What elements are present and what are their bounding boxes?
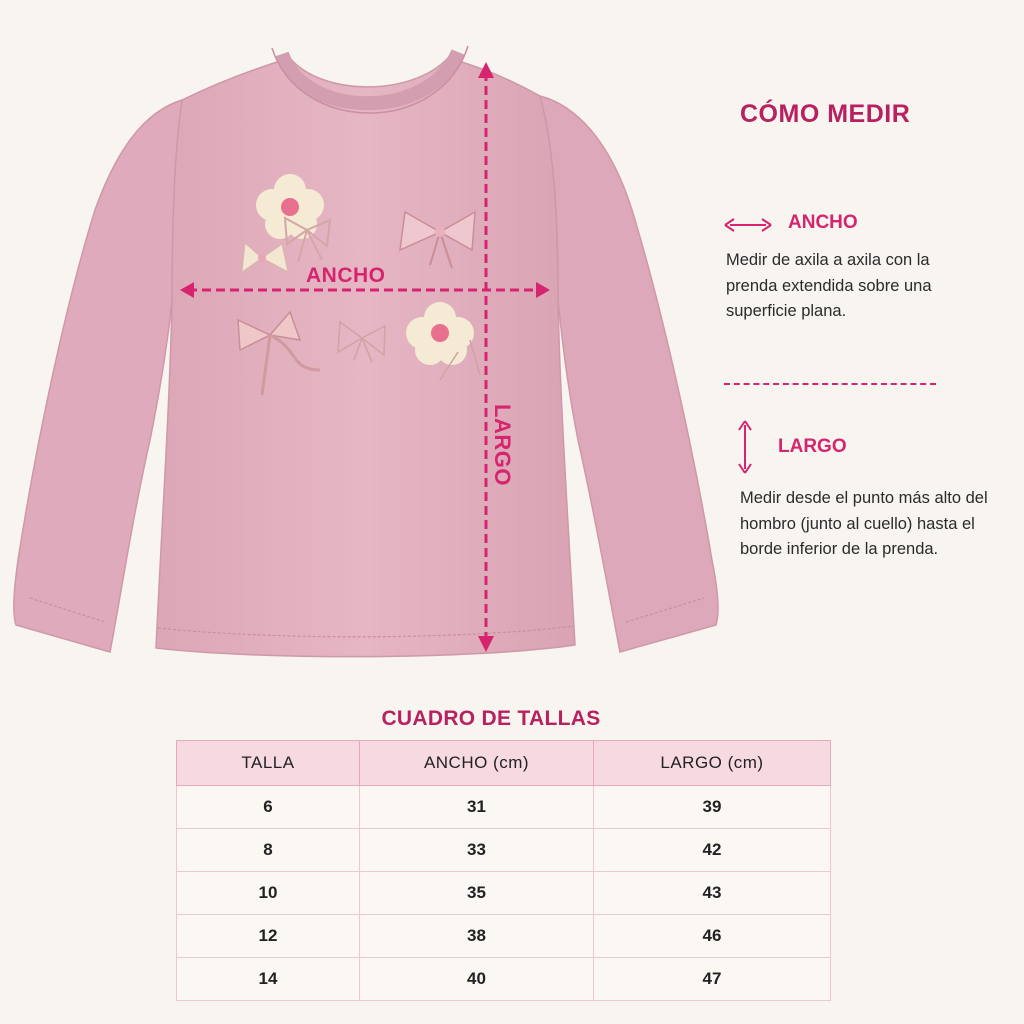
- ancho-cell: 33: [360, 829, 594, 872]
- talla-cell: 14: [177, 958, 360, 1001]
- ancho-description: Medir de axila a axila con la prenda extendida sobre una superficie plana.: [726, 251, 932, 320]
- talla-cell: 12: [177, 915, 360, 958]
- talla-cell: 8: [177, 829, 360, 872]
- column-header-largo: LARGO (cm): [594, 741, 831, 786]
- column-header-talla: TALLA: [177, 741, 360, 786]
- ancho-cell: 40: [360, 958, 594, 1001]
- table-row: [177, 915, 831, 958]
- largo-cell: 42: [594, 829, 831, 872]
- size-chart-title: CUADRO DE TALLAS: [381, 707, 601, 730]
- largo-description: Medir desde el punto más alto del hombro (junto al cuello) hasta el borde inferior de la prenda.: [740, 489, 988, 558]
- largo-cell: 39: [594, 786, 831, 829]
- garment-illustration: [0, 0, 730, 700]
- ancho-heading: ANCHO: [788, 212, 858, 233]
- vertical-double-arrow-icon: [736, 420, 754, 474]
- talla-cell: 6: [177, 786, 360, 829]
- column-header-ancho: ANCHO (cm): [360, 741, 594, 786]
- ancho-cell: 31: [360, 786, 594, 829]
- horizontal-double-arrow-icon: [724, 217, 772, 233]
- table-row: [177, 872, 831, 915]
- largo-cell: 47: [594, 958, 831, 1001]
- size-chart-table: [176, 740, 831, 1001]
- table-header-row: [177, 741, 831, 786]
- ancho-cell: 38: [360, 915, 594, 958]
- largo-dimension-label: LARGO: [490, 404, 515, 486]
- ancho-cell: 35: [360, 872, 594, 915]
- largo-cell: 46: [594, 915, 831, 958]
- dashed-divider: [724, 383, 936, 385]
- table-row: [177, 958, 831, 1001]
- long-sleeve-shirt-image: [0, 0, 730, 700]
- talla-cell: 10: [177, 872, 360, 915]
- how-to-measure-title: CÓMO MEDIR: [740, 100, 911, 128]
- largo-cell: 43: [594, 872, 831, 915]
- table-row: [177, 829, 831, 872]
- ancho-dimension-label: ANCHO: [306, 264, 386, 287]
- largo-heading: LARGO: [778, 436, 847, 457]
- table-row: [177, 786, 831, 829]
